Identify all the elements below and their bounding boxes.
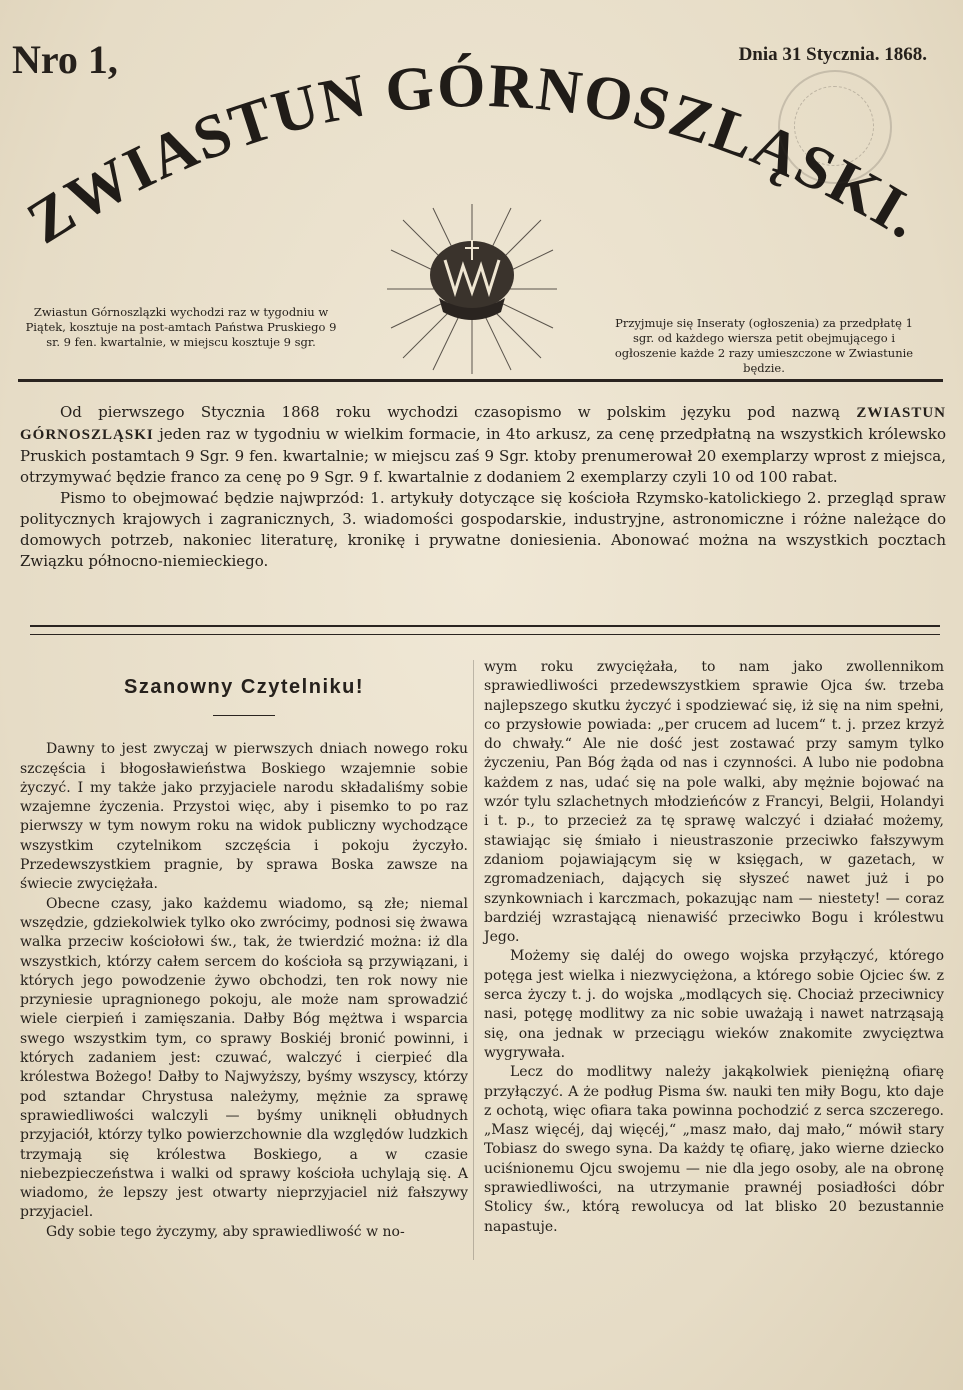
intro-notice <box>20 402 946 572</box>
article-column-right <box>484 658 944 1237</box>
article-paragraph: Możemy się daléj do owego wojska przyłączyć, którego potęga jest wielka i niezwyciężona, a którego sobie Ojciec św. z serca życzy t. j. do wojska „modlących się. Chociaż przeciwnicy nasi, potęgę modlitwy za nic sobie uważają i nawet natrząsają się, ona jednak w przeciągu wieków znakomite zwycięztwa wygrywała. <box>484 948 944 1061</box>
article-paragraph: wym roku zwyciężała, to nam jako zwollennikom sprawiedliwości przedewszystkiem sprawie Ojca św. trzeba najlepszego skutku życzyć i spodziewać się, iż się na nim spełni, co przysłowie powiada: „per crucem ad lucem“ t. j. przez krzyż do chwały.“ Ale nie dość jest zostawać przy samym tylko życzeniu, Pan Bóg żąda od nas i czynności. A lubo nie podobna każdem z nas, udać się na pole walki, aby mężnie bojować na wzór tylu szlachetnych młodzieńców z Francyi, Belgii, Holandyi i t. p., to przecież za tę sprawę walczyć i działać możemy, stawiając się śmiało i nieustraszonie przeciwko fałszywym zdaniom pojawiającym się w księgach, w gazetach, w zgromadzeniach, dających się słyszeć nawet już i po szynkowniach i karczmach, pokazując nam — niestety! — coraz bardziéj wzrastającą nienawiść przeciwko Bogu i królestwu Jego. <box>484 659 944 946</box>
heading-rule <box>213 715 275 716</box>
article-paragraph: Dawny to jest zwyczaj w pierwszych dniach nowego roku szczęścia i błogosławieństwa Boskiego wzajemnie sobie życzyć. I my także jako przyjaciele narodu składaliśmy sobie wzajemne życzenia. Przystoi więc, aby i pisemko to po raz pierwszy w tym nowym roku na widok publiczny wychodzące wszystkim czytelnikom szczęścia i pokoju życzyło. Przedewszystkiem pragnie, by sprawa Boska zawsze na świecie zwyciężała. <box>20 741 468 893</box>
article-column-left <box>20 658 468 1242</box>
article-paragraph: Gdy sobie tego życzymy, aby sprawiedliwość w no- <box>46 1223 405 1240</box>
issue-date: Dnia 31 Stycznia. 1868. <box>738 44 927 65</box>
marian-emblem <box>383 200 561 378</box>
subscription-info: Zwiastun Górnoszlązki wychodzi raz w tygodniu w Piątek, kosztuje na post-amtach Państwa Pruskiego 9 sr. 9 fen. kwartalnie, w miejscu kosztuje 9 sgr. <box>25 305 337 349</box>
intro-paragraph-2: Pismo to obejmować będzie najwprzód: 1. artykuły dotyczące się kościoła Rzymsko-katolickiego 2. przegląd spraw politycznych krajowych i zagranicznych, 3. wiadomości gospodarskie, industryjne, astronomiczne i różne należące do domowych potrzeb, nakoniec literaturę, kronikę i prywatne doniesienia. Abonować można na wszystkich pocztach Związku północno-niemieckiego. <box>20 489 946 570</box>
paper-name-bold: ZWIASTUN GÓRNOSZLĄSKI <box>20 405 946 443</box>
article-paragraph: Obecne czasy, jako każdemu wiadomo, są złe; niemal wszędzie, gdziekolwiek tylko oko zwrócimy, podnosi się żwawa walka przeciw kościołowi św., tak, że twierdzić można: iż dla wszystkich, którzy całem sercem do kościoła są przywiązani, i których jego powodzenie żywo obchodzi, ten rok nowy nie przyniesie upragnionego pokoju, ale może nam sprowadzić wiele cierpień i zamięszania. Dałby Bóg mężtwa i wsparcia swego wszystkim tym, co sprawy Boskiéj bronić powinni, i których zadaniem jest: czuwać, walczyć i cierpieć dla królestwa Bożego! Dałby to Najwyższy, byśmy wszyscy, którzy pod sztandar Chrystusa należymy, mężnie za sprawę sprawiedliwości walczyli — byśmy uniknęli obłudnych przyjaciół, którzy tylko powierzchownie dla względów ludzkich trzymają się królestwa Boskiego, a w czasie niebezpieczeństwa i walki od sprawy kościoła uchylają się. A wiadomo, że lepszy jest otwarty nieprzyjaciel niż fałszywy przyjaciel. <box>20 895 468 1221</box>
postal-stamp <box>778 70 892 184</box>
article-heading: Szanowny Czytelniku! <box>123 676 365 698</box>
intro-paragraph-1: Od pierwszego Stycznia 1868 roku wychodzi czasopismo w polskim języku pod nazwą ZWIASTUN GÓRNOSZLĄSKI jeden raz w tygodniu w wielkim formacie, in 4to arkusz, za cenę przedpłatną na wszystkich królewsko Pruskich postamtach 9 Sgr. 9 fen. kwartalnie; w miejscu zaś 9 Sgr. ktoby prenumerował 20 exemplarzy wprost z miejsca, otrzymywać będzie franco za cenę po 9 Sgr. 9 f. kwartalnie z dodaniem 2 exemplarzy czyli 10 od 100 rabat. <box>20 403 946 486</box>
issue-number: Nro 1, <box>12 37 118 82</box>
column-divider <box>473 660 474 1260</box>
section-divider <box>30 625 940 635</box>
masthead-title-text: ZWIASTUN GÓRNOSZLĄSKI. <box>15 51 934 258</box>
masthead-rule <box>18 379 943 382</box>
article-paragraph: Lecz do modlitwy należy jakąkolwiek pieniężną ofiarę przyłączyć. A że podług Pisma św. nauki ten miły Bogu, kto daje z ochotą, więc ofiara taka powinna pochodzić z serca szczerego. „Masz więcéj, daj więcéj,“ „masz mało, daj mało,“ mówił stary Tobiasz do swego syna. Da każdy tę ofiarę, jako wierne dziecko uciśnionemu Ojcu swojemu — nie dla jego osoby, ale na obronę sprawiedliwości, na utrzymanie prawnéj posiadłości dóbr Stolicy św., którą rewolucya od lat blisko 20 bezustannie napastuje. <box>484 1064 944 1235</box>
advertising-info: Przyjmuje się Inseraty (ogłoszenia) za przedpłatę 1 sgr. od każdego wiersza petit obejmującego i ogłoszenie każde 2 razy umieszczone w Zwiastunie będzie. <box>614 316 914 375</box>
